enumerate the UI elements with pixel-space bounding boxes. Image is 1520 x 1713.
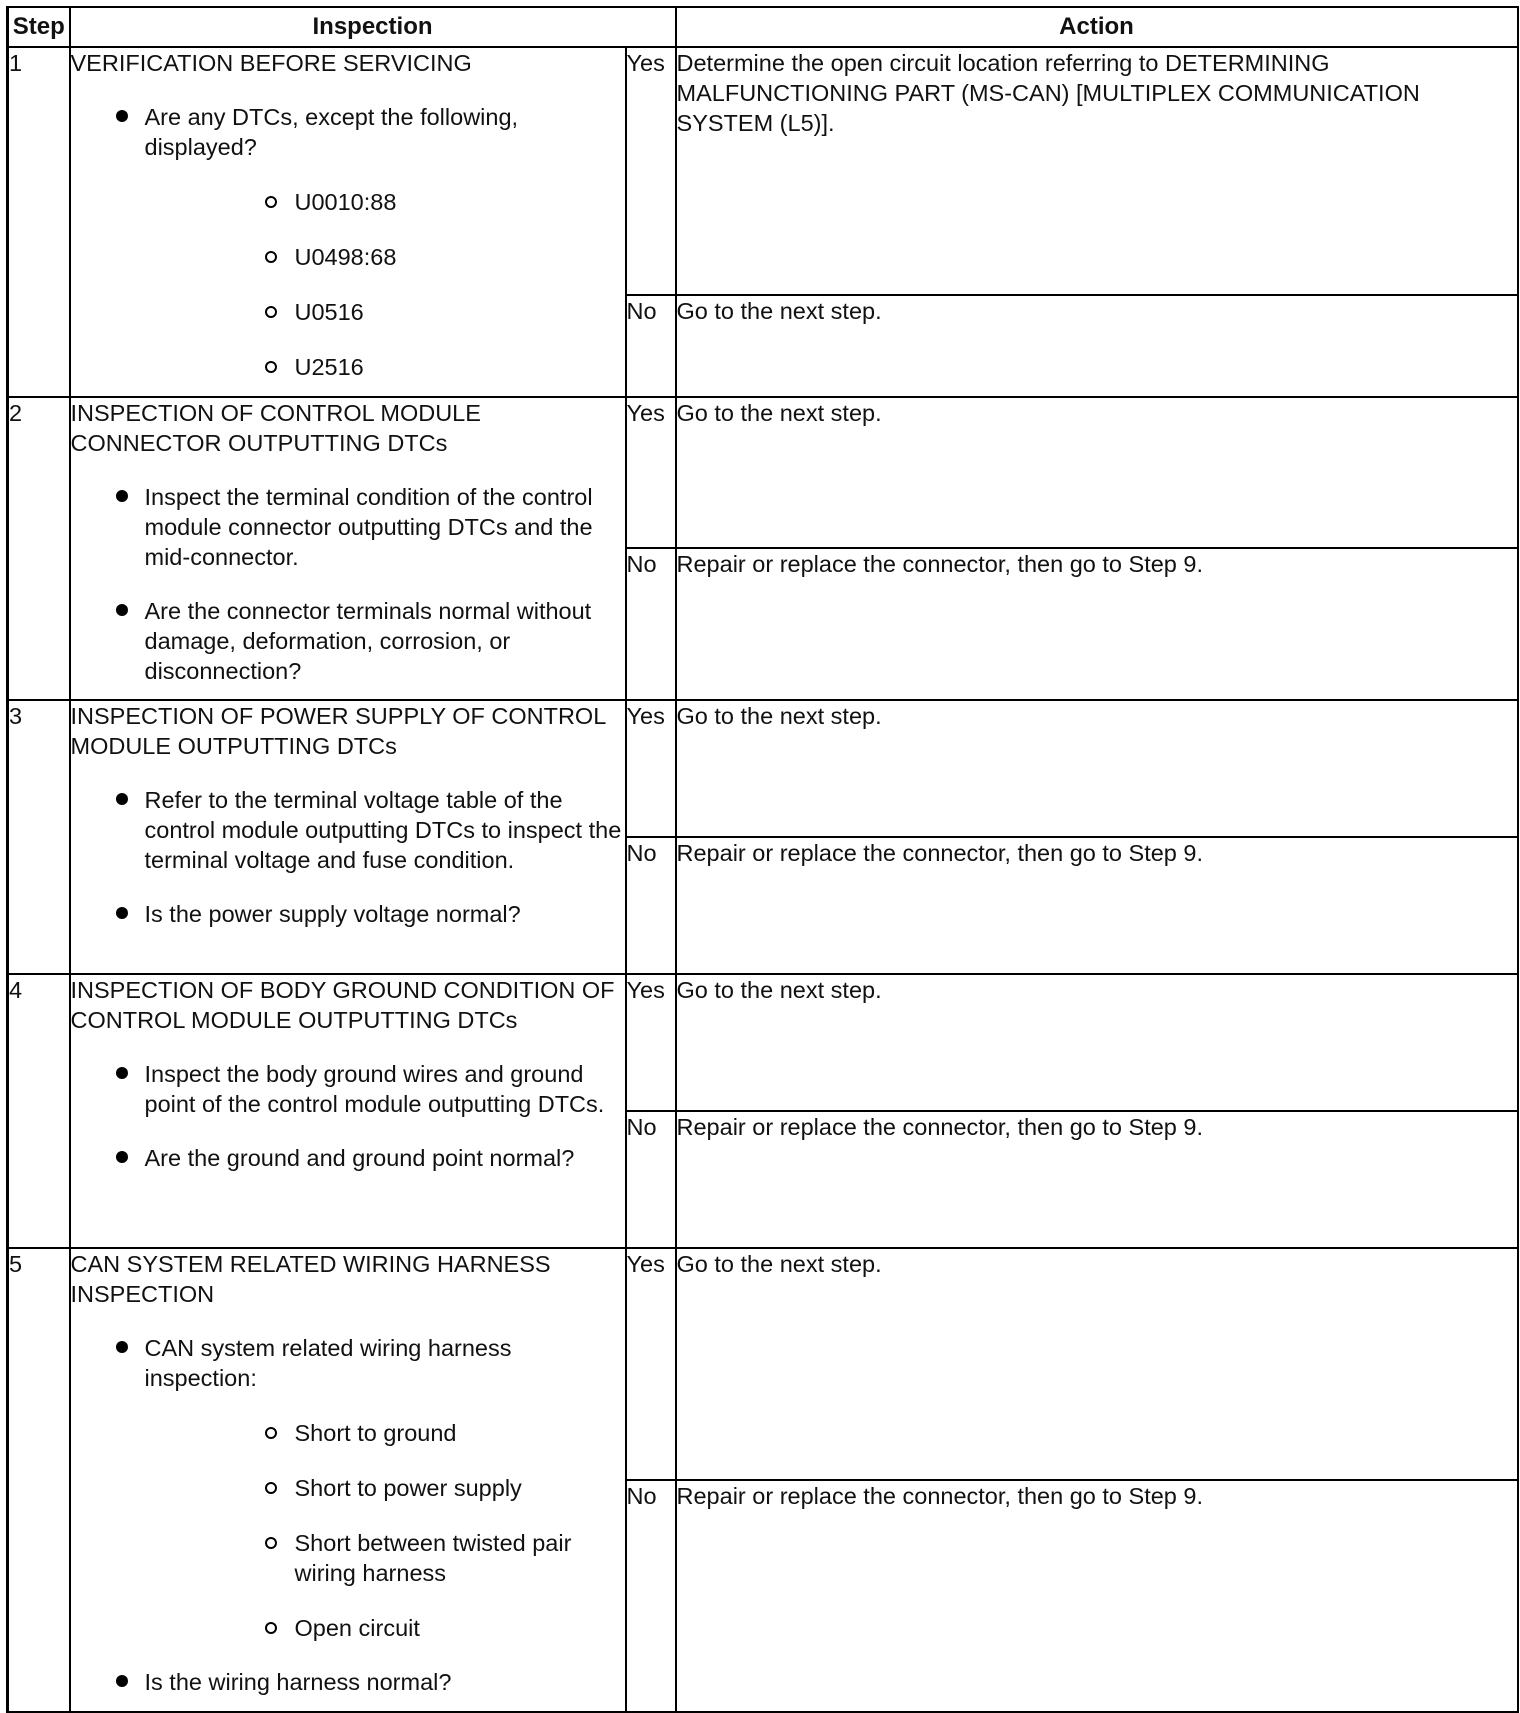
no-action: Go to the next step. (676, 295, 1518, 397)
step-number: 2 (8, 397, 70, 700)
bullet-list (71, 1059, 625, 1173)
yes-label: Yes (626, 700, 676, 837)
table-row (8, 397, 1518, 548)
step-number: 4 (8, 974, 70, 1248)
bullet-text: CAN system related wiring harness inspection: (144, 1335, 512, 1391)
yes-label: Yes (626, 974, 676, 1111)
header-action: Action (676, 7, 1518, 47)
no-action: Repair or replace the connector, then go to Step 9. (676, 1111, 1518, 1248)
header-inspection: Inspection (70, 7, 676, 47)
bullet-text: Are any DTCs, except the following, displayed? (144, 104, 519, 160)
bullet-list (71, 482, 625, 686)
no-label: No (626, 1111, 676, 1248)
inspection-cell (70, 700, 626, 974)
table-row (8, 700, 1518, 837)
inspection-cell (70, 974, 626, 1248)
table-header-row (8, 7, 1518, 47)
bullet-list (71, 1333, 625, 1697)
bullet-item: Is the wiring harness normal? (71, 1667, 625, 1697)
no-label: No (626, 837, 676, 974)
bullet-item: Is the power supply voltage normal? (71, 899, 625, 929)
no-action: Repair or replace the connector, then go to Step 9. (676, 548, 1518, 700)
sub-list (145, 1418, 625, 1643)
table-row (8, 1248, 1518, 1480)
bullet-list (71, 102, 625, 382)
no-action: Repair or replace the connector, then go to Step 9. (676, 1480, 1518, 1712)
yes-action: Go to the next step. (676, 1248, 1518, 1480)
yes-label: Yes (626, 47, 676, 295)
inspection-title: VERIFICATION BEFORE SERVICING (70, 50, 472, 76)
sub-item: Open circuit (145, 1613, 625, 1643)
sub-item: Short between twisted pair wiring harness (145, 1528, 625, 1588)
yes-action: Go to the next step. (676, 397, 1518, 548)
inspection-cell (70, 397, 626, 700)
yes-action: Go to the next step. (676, 974, 1518, 1111)
inspection-title: CAN SYSTEM RELATED WIRING HARNESS INSPECTION (70, 1251, 551, 1307)
bullet-list (71, 785, 625, 929)
no-label: No (626, 295, 676, 397)
bullet-item (71, 102, 625, 382)
no-action: Repair or replace the connector, then go to Step 9. (676, 837, 1518, 974)
step-number: 3 (8, 700, 70, 974)
yes-action: Go to the next step. (676, 700, 1518, 837)
header-step: Step (8, 7, 70, 47)
inspection-cell (70, 1248, 626, 1712)
bullet-item: Inspect the terminal condition of the control module connector outputting DTCs and the mid-connector. (71, 482, 625, 572)
sub-item: U0010:88 (145, 187, 625, 217)
bullet-item: Are the connector terminals normal without damage, deformation, corrosion, or disconnection? (71, 596, 625, 686)
step-number: 1 (8, 47, 70, 397)
inspection-title: INSPECTION OF POWER SUPPLY OF CONTROL MODULE OUTPUTTING DTCs (70, 703, 606, 759)
step-number: 5 (8, 1248, 70, 1712)
yes-label: Yes (626, 1248, 676, 1480)
no-label: No (626, 548, 676, 700)
bullet-item: Are the ground and ground point normal? (71, 1143, 625, 1173)
sub-list (145, 187, 625, 382)
table-row (8, 974, 1518, 1111)
sub-item: Short to ground (145, 1418, 625, 1448)
table-row (8, 47, 1518, 295)
sub-item: U0498:68 (145, 242, 625, 272)
bullet-item: Inspect the body ground wires and ground point of the control module outputting DTCs. (71, 1059, 625, 1119)
sub-item: U0516 (145, 297, 625, 327)
yes-action: Determine the open circuit location referring to DETERMINING MALFUNCTIONING PART (MS-CAN) [MULTIPLEX COMMUNICATION SYSTEM (L5)]. (676, 47, 1518, 295)
bullet-item (71, 1333, 625, 1643)
inspection-title: INSPECTION OF CONTROL MODULE CONNECTOR OUTPUTTING DTCs (70, 400, 481, 456)
sub-item: Short to power supply (145, 1473, 625, 1503)
bullet-item: Refer to the terminal voltage table of the control module outputting DTCs to inspect the terminal voltage and fuse condition. (71, 785, 625, 875)
inspection-cell (70, 47, 626, 397)
yes-label: Yes (626, 397, 676, 548)
inspection-table (6, 6, 1519, 1713)
sub-item: U2516 (145, 352, 625, 382)
inspection-title: INSPECTION OF BODY GROUND CONDITION OF CONTROL MODULE OUTPUTTING DTCs (70, 977, 615, 1033)
no-label: No (626, 1480, 676, 1712)
